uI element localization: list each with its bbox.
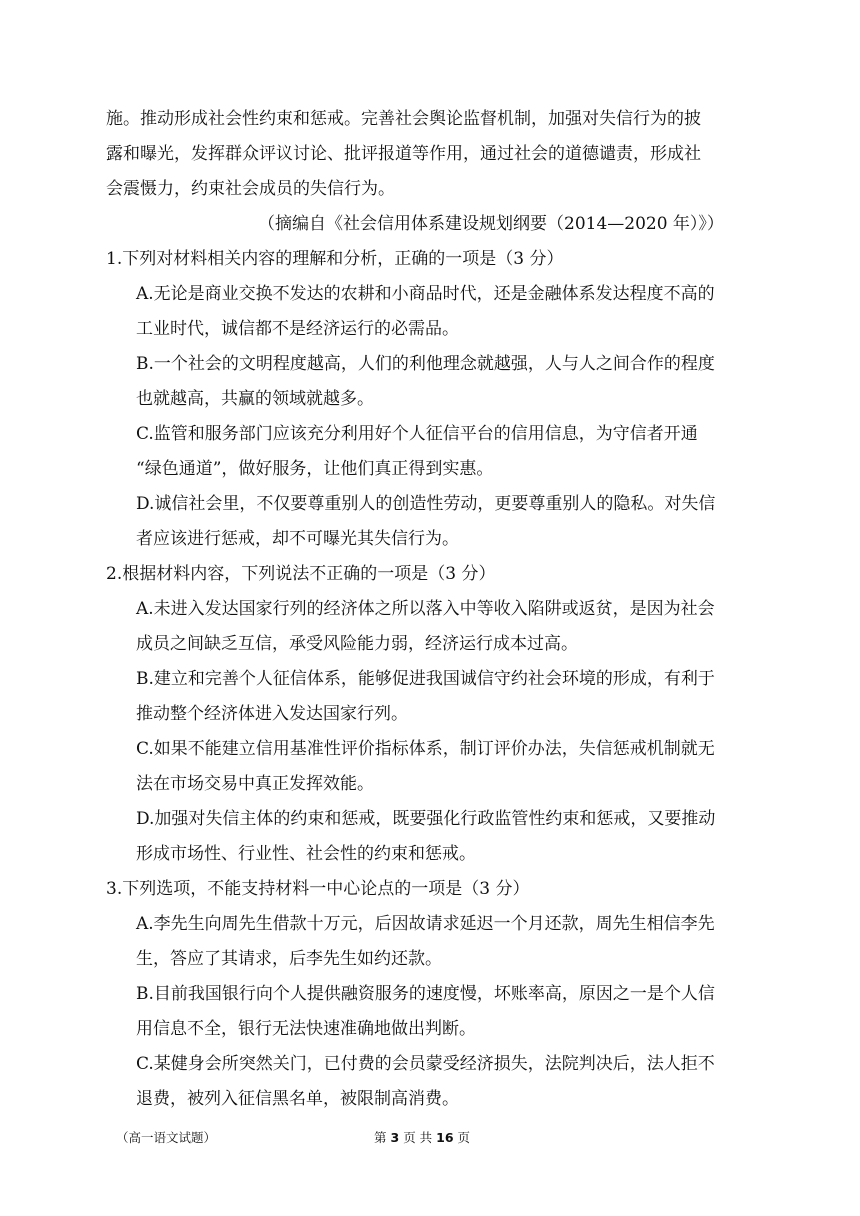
option-line: D.加强对失信主体的约束和惩戒，既要强化行政监管性约束和惩戒，又要推动 xyxy=(136,809,716,829)
option-line: 形成市场性、行业性、社会性的约束和惩戒。 xyxy=(136,844,476,864)
option-line: 推动整个经济体进入发达国家行列。 xyxy=(136,704,408,724)
option-line: 生，答应了其请求，后李先生如约还款。 xyxy=(136,949,442,969)
option-line: A.无论是商业交换不发达的农耕和小商品时代，还是金融体系发达程度不高的 xyxy=(136,284,715,304)
passage-line: 施。推动形成社会性约束和惩戒。完善社会舆论监督机制，加强对失信行为的披 xyxy=(106,109,701,129)
question-stem: 2.根据材料内容，下列说法不正确的一项是（3 分） xyxy=(106,564,496,584)
page-total: 16 xyxy=(436,1130,454,1145)
question-stem: 3.下列选项，不能支持材料一中心论点的一项是（3 分） xyxy=(106,879,530,899)
option-line: D.诚信社会里，不仅要尊重别人的创造性劳动，更要尊重别人的隐私。对失信 xyxy=(136,494,716,514)
option-line: 法在市场交易中真正发挥效能。 xyxy=(136,774,374,794)
option-line: B.目前我国银行向个人提供融资服务的速度慢，坏账率高，原因之一是个人信 xyxy=(136,984,715,1004)
option-line: 退费，被列入征信黑名单，被限制高消费。 xyxy=(136,1089,459,1109)
footer-page-number xyxy=(374,1130,470,1146)
option-line: 者应该进行惩戒，却不可曝光其失信行为。 xyxy=(136,529,459,549)
option-line: B.一个社会的文明程度越高，人们的利他理念就越强，人与人之间合作的程度 xyxy=(136,354,715,374)
page-suffix: 页 xyxy=(457,1130,471,1145)
option-line: 工业时代，诚信都不是经济运行的必需品。 xyxy=(136,319,459,339)
option-line: A.李先生向周先生借款十万元，后因故请求延迟一个月还款，周先生相信李先 xyxy=(136,914,715,934)
option-line: C.如果不能建立信用基准性评价指标体系，制订评价办法，失信惩戒机制就无 xyxy=(136,739,715,759)
option-line: 用信息不全，银行无法快速准确地做出判断。 xyxy=(136,1019,476,1039)
page-prefix: 第 xyxy=(374,1130,387,1145)
question-stem: 1.下列对材料相关内容的理解和分析，正确的一项是（3 分） xyxy=(106,249,564,269)
option-line: C.某健身会所突然关门，已付费的会员蒙受经济损失，法院判决后，法人拒不 xyxy=(136,1054,715,1074)
option-line: B.建立和完善个人征信体系，能够促进我国诚信守约社会环境的形成，有利于 xyxy=(136,669,715,689)
option-line: A.未进入发达国家行列的经济体之所以落入中等收入陷阱或返贫，是因为社会 xyxy=(136,599,715,619)
footer-exam-label: （高一语文试题） xyxy=(116,1130,217,1145)
page-current: 3 xyxy=(390,1130,400,1145)
option-line: 成员之间缺乏互信，承受风险能力弱，经济运行成本过高。 xyxy=(136,634,578,654)
passage-line: 会震慑力，约束社会成员的失信行为。 xyxy=(106,179,395,199)
page-middle: 页 共 xyxy=(403,1130,433,1145)
passage-source: （摘编自《社会信用体系建设规划纲要（2014—2020 年）》） xyxy=(258,214,724,234)
option-line: 也就越高，共赢的领域就越多。 xyxy=(136,389,374,409)
passage-line: 露和曝光，发挥群众评议讨论、批评报道等作用，通过社会的道德谴责，形成社 xyxy=(106,144,701,164)
option-line: C.监管和服务部门应该充分利用好个人征信平台的信用信息，为守信者开通 xyxy=(136,424,698,444)
option-line: “绿色通道”，做好服务，让他们真正得到实惠。 xyxy=(136,459,494,479)
